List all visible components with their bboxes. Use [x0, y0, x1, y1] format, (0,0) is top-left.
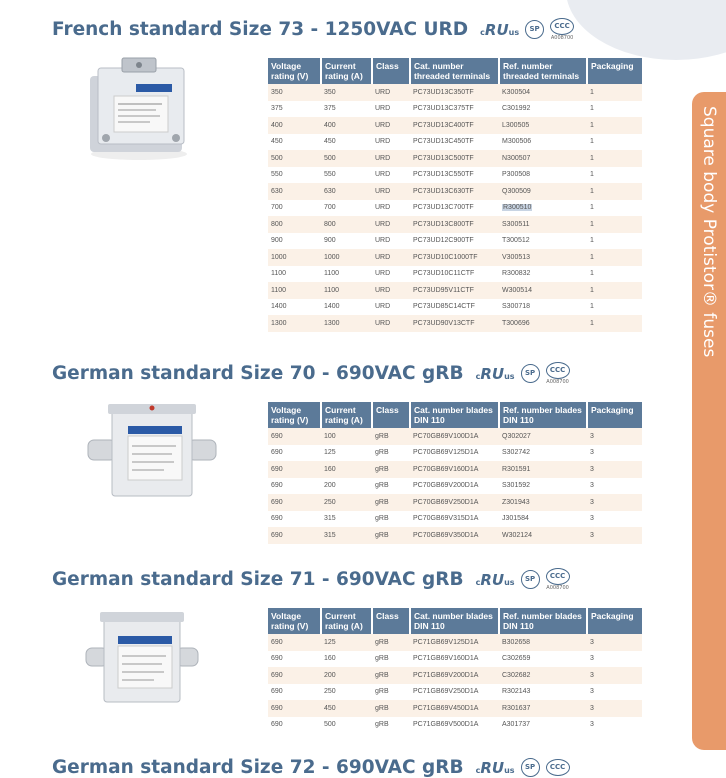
table-cell: 375: [321, 101, 372, 118]
side-tab[interactable]: [692, 92, 726, 750]
table-cell: 3: [587, 527, 642, 544]
table-cell: R300832: [499, 266, 587, 283]
table-cell: 690: [268, 634, 321, 651]
table-cell: PC71GB69V200D1A: [410, 667, 499, 684]
table-row: [268, 651, 642, 668]
csa-mark-icon: SP: [521, 758, 540, 777]
table-row: [268, 428, 642, 445]
section-size-70: [0, 362, 690, 552]
table-cell: gRB: [372, 478, 410, 495]
table-cell: URD: [372, 315, 410, 332]
csa-mark-icon: SP: [521, 364, 540, 383]
table-row: [268, 461, 642, 478]
table-cell: 690: [268, 700, 321, 717]
table-cell: URD: [372, 134, 410, 151]
table-row: [268, 315, 642, 332]
table-cell: 1: [587, 183, 642, 200]
table-row: [268, 150, 642, 167]
table-cell: 500: [268, 150, 321, 167]
ur-mark-icon: cRUus: [475, 570, 515, 589]
table-cell: gRB: [372, 700, 410, 717]
column-header: Current rating (A): [321, 608, 372, 634]
table-cell: 3: [587, 511, 642, 528]
section-title: German standard Size 72 - 690VAC gRB: [52, 757, 464, 778]
table-cell: V300513: [499, 249, 587, 266]
table-cell: 690: [268, 527, 321, 544]
table-cell: 690: [268, 511, 321, 528]
table-cell: gRB: [372, 445, 410, 462]
table-cell: 125: [321, 445, 372, 462]
column-header: Packaging: [587, 402, 642, 428]
table-cell: 315: [321, 511, 372, 528]
ccc-mark-icon: CCC: [546, 759, 570, 776]
table-cell: gRB: [372, 667, 410, 684]
table-cell: N300507: [499, 150, 587, 167]
section-size-72: [0, 757, 690, 777]
table-row: [268, 266, 642, 283]
table-row: [268, 282, 642, 299]
spec-table: [268, 608, 642, 733]
table-cell: URD: [372, 282, 410, 299]
table-cell: L300505: [499, 117, 587, 134]
section-size-73: [0, 18, 690, 338]
table-cell: Q302027: [499, 428, 587, 445]
table-cell: PC70GB69V350D1A: [410, 527, 499, 544]
table-cell: PC71GB69V500D1A: [410, 717, 499, 734]
table-cell: 125: [321, 634, 372, 651]
table-cell: URD: [372, 200, 410, 217]
certification-marks: [476, 362, 570, 385]
fuse-size-71-image: [84, 604, 200, 714]
fuse-size-70-image: [84, 396, 220, 506]
side-tab-label: Square body Protistor® fuses: [699, 106, 719, 358]
table-cell: 3: [587, 428, 642, 445]
table-row: [268, 216, 642, 233]
table-cell: 1: [587, 84, 642, 101]
table-cell: PC73UD90V13CTF: [410, 315, 499, 332]
ccc-mark-icon: CCC A008700: [550, 18, 574, 41]
table-cell: 1: [587, 167, 642, 184]
table-cell: S301592: [499, 478, 587, 495]
column-header: Packaging: [587, 58, 642, 84]
table-cell: Z301943: [499, 494, 587, 511]
table-cell: P300508: [499, 167, 587, 184]
column-header: Packaging: [587, 608, 642, 634]
ur-mark-icon: cRUus: [480, 20, 520, 39]
table-cell: PC73UD13C700TF: [410, 200, 499, 217]
table-row: [268, 445, 642, 462]
table-cell: S300511: [499, 216, 587, 233]
table-cell: [499, 200, 587, 217]
table-cell: 700: [321, 200, 372, 217]
table-cell: 800: [268, 216, 321, 233]
table-cell: 1: [587, 233, 642, 250]
table-row: [268, 183, 642, 200]
table-cell: 450: [321, 134, 372, 151]
table-cell: W302124: [499, 527, 587, 544]
column-header: Current rating (A): [321, 402, 372, 428]
table-cell: gRB: [372, 634, 410, 651]
table-row: [268, 200, 642, 217]
table-cell: PC70GB69V200D1A: [410, 478, 499, 495]
table-cell: 800: [321, 216, 372, 233]
ur-mark-icon: cRUus: [475, 364, 515, 383]
table-cell: 200: [321, 478, 372, 495]
table-row: [268, 299, 642, 316]
certification-marks: [476, 758, 570, 777]
table-cell: 1: [587, 266, 642, 283]
table-cell: URD: [372, 249, 410, 266]
table-cell: 690: [268, 667, 321, 684]
table-cell: PC73UD13C350TF: [410, 84, 499, 101]
table-cell: 1100: [268, 266, 321, 283]
table-row: [268, 667, 642, 684]
table-cell: C302659: [499, 651, 587, 668]
table-cell: 400: [268, 117, 321, 134]
table-cell: PC73UD10C11CTF: [410, 266, 499, 283]
table-cell: 900: [321, 233, 372, 250]
table-cell: PC73UD13C450TF: [410, 134, 499, 151]
table-cell: R301637: [499, 700, 587, 717]
table-cell: PC73UD13C375TF: [410, 101, 499, 118]
table-cell: PC73UD13C400TF: [410, 117, 499, 134]
table-cell: 1400: [321, 299, 372, 316]
table-cell: 1: [587, 200, 642, 217]
table-cell: URD: [372, 266, 410, 283]
table-cell: PC70GB69V315D1A: [410, 511, 499, 528]
table-row: [268, 117, 642, 134]
table-cell: URD: [372, 101, 410, 118]
table-cell: URD: [372, 84, 410, 101]
column-header: Current rating (A): [321, 58, 372, 84]
table-cell: 690: [268, 445, 321, 462]
table-cell: 3: [587, 461, 642, 478]
table-row: [268, 249, 642, 266]
table-cell: 160: [321, 651, 372, 668]
csa-mark-icon: SP: [525, 20, 544, 39]
table-cell: PC71GB69V160D1A: [410, 651, 499, 668]
table-cell: 690: [268, 428, 321, 445]
table-cell: 400: [321, 117, 372, 134]
table-cell: R302143: [499, 684, 587, 701]
certification-marks: [476, 568, 570, 591]
table-row: [268, 511, 642, 528]
section-size-71: [0, 568, 690, 748]
spec-table: [268, 58, 642, 332]
table-cell: URD: [372, 233, 410, 250]
table-cell: 3: [587, 494, 642, 511]
table-cell: gRB: [372, 494, 410, 511]
table-cell: R301591: [499, 461, 587, 478]
table-row: [268, 167, 642, 184]
table-cell: 1000: [268, 249, 321, 266]
table-cell: 1000: [321, 249, 372, 266]
table-row: [268, 101, 642, 118]
fuse-size-73-image: [84, 54, 194, 164]
table-cell: 1100: [268, 282, 321, 299]
table-row: [268, 478, 642, 495]
table-cell: C302682: [499, 667, 587, 684]
table-cell: 3: [587, 445, 642, 462]
table-cell: 450: [321, 700, 372, 717]
table-cell: URD: [372, 150, 410, 167]
table-cell: 350: [321, 84, 372, 101]
table-row: [268, 700, 642, 717]
column-header: Cat. number threaded terminals: [410, 58, 499, 84]
table-cell: 1: [587, 134, 642, 151]
table-cell: 700: [268, 200, 321, 217]
table-cell: 1: [587, 101, 642, 118]
table-cell: PC73UD13C630TF: [410, 183, 499, 200]
table-cell: 1: [587, 150, 642, 167]
table-cell: URD: [372, 299, 410, 316]
table-cell: 1100: [321, 282, 372, 299]
table-cell: C301992: [499, 101, 587, 118]
table-cell: 1: [587, 299, 642, 316]
table-cell: 690: [268, 684, 321, 701]
table-cell: PC70GB69V100D1A: [410, 428, 499, 445]
table-cell: PC71GB69V125D1A: [410, 634, 499, 651]
table-cell: 350: [268, 84, 321, 101]
column-header: Ref. number blades DIN 110: [499, 608, 587, 634]
table-cell: 1: [587, 315, 642, 332]
table-cell: 200: [321, 667, 372, 684]
table-cell: 3: [587, 651, 642, 668]
column-header: Voltage rating (V): [268, 402, 321, 428]
column-header: Cat. number blades DIN 110: [410, 608, 499, 634]
highlighted-text[interactable]: R300510: [503, 204, 532, 212]
table-cell: 3: [587, 634, 642, 651]
table-cell: 450: [268, 134, 321, 151]
table-cell: 1: [587, 117, 642, 134]
table-cell: 3: [587, 717, 642, 734]
table-cell: 3: [587, 684, 642, 701]
table-row: [268, 134, 642, 151]
table-cell: gRB: [372, 651, 410, 668]
column-header: Voltage rating (V): [268, 608, 321, 634]
column-header: Class: [372, 402, 410, 428]
table-cell: URD: [372, 183, 410, 200]
column-header: Class: [372, 58, 410, 84]
table-cell: PC73UD95V11CTF: [410, 282, 499, 299]
table-cell: 1400: [268, 299, 321, 316]
csa-mark-icon: SP: [521, 570, 540, 589]
table-cell: M300506: [499, 134, 587, 151]
table-row: [268, 634, 642, 651]
table-cell: K300504: [499, 84, 587, 101]
table-row: [268, 527, 642, 544]
table-cell: T300512: [499, 233, 587, 250]
table-cell: gRB: [372, 511, 410, 528]
section-title: German standard Size 71 - 690VAC gRB: [52, 569, 464, 590]
table-cell: 690: [268, 461, 321, 478]
table-cell: 100: [321, 428, 372, 445]
table-row: [268, 233, 642, 250]
spec-table: [268, 402, 642, 544]
section-title: French standard Size 73 - 1250VAC URD: [52, 19, 469, 40]
table-cell: gRB: [372, 684, 410, 701]
table-cell: PC70GB69V160D1A: [410, 461, 499, 478]
table-cell: gRB: [372, 717, 410, 734]
certification-marks: [480, 18, 574, 41]
table-cell: J301584: [499, 511, 587, 528]
table-cell: S302742: [499, 445, 587, 462]
column-header: Voltage rating (V): [268, 58, 321, 84]
ccc-mark-icon: CCC A008700: [546, 362, 570, 385]
section-title: German standard Size 70 - 690VAC gRB: [52, 363, 464, 384]
table-cell: 690: [268, 478, 321, 495]
table-cell: 900: [268, 233, 321, 250]
column-header: Ref. number blades DIN 110: [499, 402, 587, 428]
table-cell: 3: [587, 700, 642, 717]
table-cell: 1: [587, 216, 642, 233]
table-cell: PC71GB69V250D1A: [410, 684, 499, 701]
table-cell: W300514: [499, 282, 587, 299]
table-cell: URD: [372, 167, 410, 184]
column-header: Class: [372, 608, 410, 634]
table-cell: 1: [587, 249, 642, 266]
table-cell: PC73UD10C1000TF: [410, 249, 499, 266]
table-cell: URD: [372, 117, 410, 134]
table-cell: 250: [321, 494, 372, 511]
table-cell: PC70GB69V125D1A: [410, 445, 499, 462]
table-cell: 375: [268, 101, 321, 118]
table-row: [268, 494, 642, 511]
column-header: Ref. number threaded terminals: [499, 58, 587, 84]
table-cell: 630: [268, 183, 321, 200]
table-cell: 1300: [268, 315, 321, 332]
table-cell: PC73UD85C14CTF: [410, 299, 499, 316]
table-cell: PC73UD13C500TF: [410, 150, 499, 167]
table-row: [268, 84, 642, 101]
table-cell: PC73UD12C900TF: [410, 233, 499, 250]
table-cell: 3: [587, 478, 642, 495]
table-cell: PC70GB69V250D1A: [410, 494, 499, 511]
table-cell: 630: [321, 183, 372, 200]
table-cell: T300696: [499, 315, 587, 332]
table-cell: gRB: [372, 428, 410, 445]
table-cell: 160: [321, 461, 372, 478]
table-cell: 1300: [321, 315, 372, 332]
table-row: [268, 717, 642, 734]
table-cell: 690: [268, 651, 321, 668]
table-cell: PC73UD13C800TF: [410, 216, 499, 233]
table-cell: 550: [321, 167, 372, 184]
ur-mark-icon: cRUus: [475, 758, 515, 777]
ccc-mark-icon: CCC A008700: [546, 568, 570, 591]
table-cell: B302658: [499, 634, 587, 651]
table-cell: gRB: [372, 461, 410, 478]
table-cell: S300718: [499, 299, 587, 316]
column-header: Cat. number blades DIN 110: [410, 402, 499, 428]
table-cell: 250: [321, 684, 372, 701]
table-row: [268, 684, 642, 701]
table-cell: PC71GB69V450D1A: [410, 700, 499, 717]
table-cell: 3: [587, 667, 642, 684]
table-cell: Q300509: [499, 183, 587, 200]
table-cell: 315: [321, 527, 372, 544]
table-cell: A301737: [499, 717, 587, 734]
table-cell: PC73UD13C550TF: [410, 167, 499, 184]
table-cell: gRB: [372, 527, 410, 544]
table-cell: 1100: [321, 266, 372, 283]
table-cell: 1: [587, 282, 642, 299]
table-cell: 500: [321, 717, 372, 734]
table-cell: 690: [268, 717, 321, 734]
table-cell: 550: [268, 167, 321, 184]
table-cell: URD: [372, 216, 410, 233]
table-cell: 690: [268, 494, 321, 511]
table-cell: 500: [321, 150, 372, 167]
